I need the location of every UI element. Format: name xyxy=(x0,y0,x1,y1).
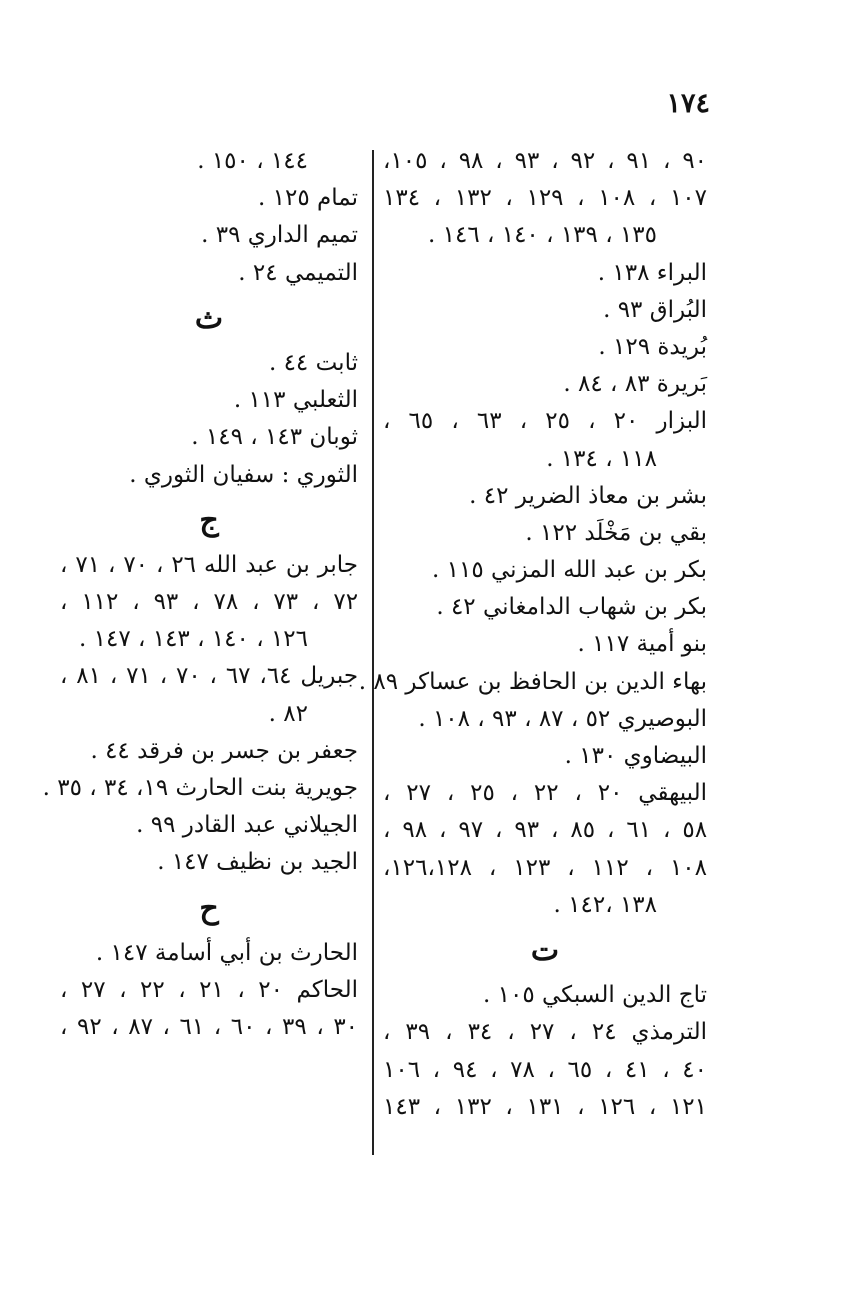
index-entry: الحاكم ٢٠ ، ٢١ ، ٢٢ ، ٢٧ ، xyxy=(60,976,359,1003)
section-letter-heading: ج xyxy=(199,502,219,538)
index-entry: البُراق ٩٣ . xyxy=(603,296,707,323)
index-entry: بكر بن عبد الله المزني ١١٥ . xyxy=(432,557,707,584)
index-entry: البراء ١٣٨ . xyxy=(597,259,707,286)
index-entry: الثعلبي ١١٣ . xyxy=(233,387,358,414)
index-entry: بهاء الدين بن الحافظ بن عساكر ٨٩ . xyxy=(358,668,707,695)
index-entry: بَريرة ٨٣ ، ٨٤ . xyxy=(563,371,707,398)
index-entry: الجيد بن نظيف ١٤٧ . xyxy=(157,849,358,876)
index-entry: جويرية بنت الحارث ١٩، ٣٤ ، ٣٥ . xyxy=(42,775,358,801)
index-entry: تمام ١٢٥ . xyxy=(258,185,358,212)
index-entry: ٥٨ ، ٦١ ، ٨٥ ، ٩٣ ، ٩٧ ، ٩٨ ، xyxy=(383,817,708,844)
index-entry: تاج الدين السبكي ١٠٥ . xyxy=(483,982,707,1009)
index-entry: ١٢١ ، ١٢٦ ، ١٣١ ، ١٣٢ ، ١٤٣ xyxy=(383,1093,707,1120)
page-number: ١٧٤ xyxy=(666,88,710,119)
index-entry-continuation: ١٤٤ ، ١٥٠ . xyxy=(197,148,308,174)
index-entry: ٤٠ ، ٤١ ، ٦٥ ، ٧٨ ، ٩٤ ، ١٠٦ xyxy=(383,1056,708,1083)
index-entry: الثوري : سفيان الثوري . xyxy=(129,461,358,488)
index-entry: بقي بن مَخْلَد ١٢٢ . xyxy=(525,519,707,546)
index-column-right xyxy=(358,143,708,1126)
index-entry-continuation: ١٣٥ ، ١٣٩ ، ١٤٠ ، ١٤٦ . xyxy=(427,222,657,249)
index-entry: الحارث بن أبي أسامة ١٤٧ . xyxy=(95,939,358,966)
index-entry: الترمذي ٢٤ ، ٢٧ ، ٣٤ ، ٣٩ ، xyxy=(383,1019,707,1046)
index-entry: الجيلاني عبد القادر ٩٩ . xyxy=(136,812,358,839)
index-entry: تميم الداري ٣٩ . xyxy=(201,222,358,249)
index-entry: بكر بن شهاب الدامغاني ٤٢ . xyxy=(436,594,707,621)
index-entry: جبريل ٦٤، ٦٧ ، ٧٠ ، ٧١ ، ٨١ ، xyxy=(60,663,359,690)
index-entry: ١٠٧ ، ١٠٨ ، ١٢٩ ، ١٣٢ ، ١٣٤ xyxy=(383,185,707,212)
section-letter-heading: ح xyxy=(199,890,219,926)
index-entry: ثابت ٤٤ . xyxy=(268,349,358,376)
index-entry: ١٠٨ ، ١١٢ ، ١٢٣ ، ١٢٦،١٢٨، xyxy=(383,854,708,881)
index-entry: ٧٢ ، ٧٣ ، ٧٨ ، ٩٣ ، ١١٢ ، xyxy=(60,589,359,616)
section-letter-heading: ت xyxy=(530,932,560,968)
index-entry: البزار ٢٠ ، ٢٥ ، ٦٣ ، ٦٥ ، xyxy=(383,408,708,435)
index-entry: ٣٠ ، ٣٩ ، ٦٠ ، ٦١ ، ٨٧ ، ٩٢ ، xyxy=(60,1014,359,1041)
index-entry: ٩٠ ، ٩١ ، ٩٢ ، ٩٣ ، ٩٨ ، ١٠٥، xyxy=(383,148,708,174)
index-entry-continuation: ٨٢ . xyxy=(268,700,308,727)
index-entry: جعفر بن جسر بن فرقد ٤٤ . xyxy=(90,737,358,764)
index-entry: ثوبان ١٤٣ ، ١٤٩ . xyxy=(191,424,358,451)
index-entry: بنو أمية ١١٧ . xyxy=(577,631,707,658)
index-entry-continuation: ١٢٦ ، ١٤٠ ، ١٤٣ ، ١٤٧ . xyxy=(78,626,308,653)
column-divider xyxy=(372,150,374,1155)
index-entry: جابر بن عبد الله ٢٦ ، ٧٠ ، ٧١ ، xyxy=(60,551,359,578)
index-entry-continuation: ١٣٨ ،١٤٢ . xyxy=(553,891,657,918)
section-letter-heading: ث xyxy=(194,300,224,336)
index-entry: التميمي ٢٤ . xyxy=(238,259,358,286)
index-entry: البوصيري ٥٢ ، ٨٧ ، ٩٣ ، ١٠٨ . xyxy=(418,705,707,732)
index-column-left xyxy=(42,143,359,1046)
index-entry: البيهقي ٢٠ ، ٢٢ ، ٢٥ ، ٢٧ ، xyxy=(383,780,707,807)
index-entry: بشر بن معاذ الضرير ٤٢ . xyxy=(469,482,707,509)
index-entry: بُريدة ١٢٩ . xyxy=(598,333,707,360)
index-entry: البيضاوي ١٣٠ . xyxy=(564,743,707,769)
index-entry-continuation: ١١٨ ، ١٣٤ . xyxy=(546,445,657,472)
